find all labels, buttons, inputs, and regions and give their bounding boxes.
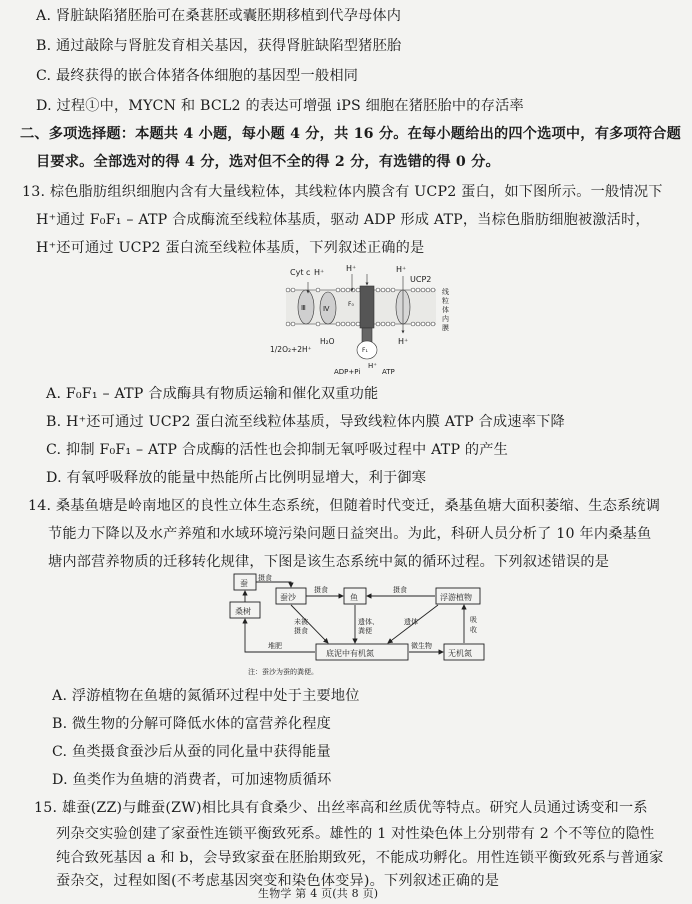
q12-option-c: C. 最终获得的嵌合体猪各体细胞的基因型一般相同 — [36, 68, 359, 84]
q14-stem-line3: 塘内部营养物质的迁移转化规律，下图是该生态系统中氮的循环过程。下列叙述错误的是 — [48, 554, 610, 570]
svg-text:体: 体 — [442, 306, 449, 314]
membrane-side-label — [442, 287, 449, 332]
svg-text:粒: 粒 — [442, 297, 449, 305]
q13-stem-line2: H⁺通过 F₀F₁ – ATP 合成酶流至线粒体基质，驱动 ADP 形成 ATP，当棕色脂肪细胞被激活时， — [36, 212, 650, 228]
label-yiti-1: 遗体、 — [358, 618, 379, 626]
h-label-3: H⁺ — [396, 265, 407, 274]
q12-option-a: A. 肾脏缺陷猪胚胎可在桑葚胚或囊胚期移植到代孕母体内 — [36, 8, 402, 24]
q14-option-a: A. 浮游植物在鱼塘的氮循环过程中处于主要地位 — [52, 688, 360, 704]
label-wujidan: 无机氮 — [448, 649, 472, 658]
q14-stem-line1: 14. 桑基鱼塘是岭南地区的良性立体生态系统，但随着时代变迁，桑基鱼塘大面积萎缩、生态系统调 — [28, 498, 661, 514]
f1-label: F₁ — [362, 347, 368, 354]
label-sheshi-2: 摄食 — [314, 586, 328, 594]
lipid-head — [381, 322, 385, 326]
label-duifei: 堆肥 — [268, 642, 282, 650]
label-cansha: 蚕沙 — [280, 593, 296, 602]
q15-stem-line4: 蚕杂交，过程如图(不考虑基因突变和染色体变异)。下列叙述正确的是 — [56, 873, 500, 889]
atp-label: ATP — [382, 368, 395, 376]
q13-option-c: C. 抑制 F₀F₁ – ATP 合成酶的活性也会抑制无氧呼吸过程中 ATP 的产生 — [46, 442, 509, 458]
ucp2-label: UCP2 — [410, 275, 432, 284]
cytc-label: Cyt c — [290, 268, 311, 277]
q13-option-b: B. H⁺还可通过 UCP2 蛋白流至线粒体基质，导致线粒体内膜 ATP 合成速率下降 — [46, 414, 565, 430]
f0-shape — [360, 286, 374, 328]
label-sheshi-3: 摄食 — [393, 586, 407, 594]
lipid-head — [416, 322, 420, 326]
q13-stem-line1: 13. 棕色脂肪组织细胞内含有大量线粒体，其线粒体内膜含有 UCP2 蛋白，如下图所示。一般情况下 — [22, 184, 663, 200]
label-yiti2: 遗体 — [404, 618, 418, 626]
f0-label: F₀ — [348, 301, 354, 308]
lipid-head — [356, 322, 360, 326]
q12-option-b: B. 通过敲除与肾脏发育相关基因，获得肾脏缺陷型猪胚胎 — [36, 38, 402, 54]
lipid-head — [421, 288, 425, 292]
q15-stem-line3: 纯合致死基因 a 和 b，会导致家蚕在胚胎期致死，不能成功孵化。用性连锁平衡致死系与普通家 — [56, 850, 664, 866]
label-weibei-1: 未被 — [294, 618, 308, 626]
section-heading-line1: 二、多项选择题：本题共 4 小题，每小题 4 分，共 16 分。在每小题给出的四个选项中，有多项符合题 — [20, 126, 682, 142]
q13-stem-line3: H⁺还可通过 UCP2 蛋白流至线粒体基质，下列叙述正确的是 — [36, 240, 425, 256]
lipid-head — [336, 322, 340, 326]
label-xishou-1: 吸 — [470, 616, 477, 624]
lipid-head — [431, 288, 435, 292]
label-can: 蚕 — [240, 579, 248, 588]
adp-label: ADP+Pi — [334, 368, 361, 376]
q14-option-b: B. 微生物的分解可降低水体的富营养化程度 — [52, 716, 332, 732]
lipid-head — [381, 288, 385, 292]
q12-option-d: D. 过程①中，MYCN 和 BCL2 的表达可增强 iPS 细胞在猪胚胎中的存活率 — [36, 98, 524, 114]
lipid-head — [416, 288, 420, 292]
lipid-head — [411, 322, 415, 326]
lipid-head — [341, 322, 345, 326]
lipid-head — [291, 288, 295, 292]
lipid-head — [356, 288, 360, 292]
label-sangshu: 桑树 — [235, 607, 251, 616]
label-xishou-2: 收 — [470, 626, 477, 634]
lipid-head — [286, 322, 290, 326]
lipid-head — [351, 288, 355, 292]
label-fuyou: 浮游植物 — [440, 593, 472, 602]
q15-stem-line1: 15. 雄蚕(ZZ)与雌蚕(ZW)相比具有食桑少、出丝率高和丝质优等特点。研究人员通过诱变和一系 — [34, 800, 648, 816]
lipid-head — [316, 288, 320, 292]
section-heading-line2: 目要求。全部选对的得 4 分，选对但不全的得 2 分，有选错的得 0 分。 — [36, 154, 500, 170]
lipid-head — [286, 288, 290, 292]
label-weishengwu: 微生物 — [411, 642, 432, 650]
lipid-head — [351, 322, 355, 326]
label-sheshi-1: 摄食 — [258, 574, 272, 582]
complex-iii-label: Ⅲ — [301, 304, 306, 312]
lipid-head — [346, 322, 350, 326]
h-label-1: H⁺ — [314, 268, 325, 277]
lipid-head — [426, 322, 430, 326]
lipid-head — [346, 288, 350, 292]
o2-label: 1/2O₂+2H⁺ — [270, 345, 312, 354]
q13-option-a: A. F₀F₁ – ATP 合成酶具有物质运输和催化双重功能 — [46, 386, 379, 402]
lipid-head — [431, 322, 435, 326]
q14-stem-line2: 节能力下降以及水产养殖和水域环境污染问题日益突出。为此，科研人员分析了 10 年内桑基鱼 — [48, 526, 652, 542]
svg-text:线: 线 — [442, 288, 449, 296]
lipid-head — [376, 288, 380, 292]
lipid-head — [391, 288, 395, 292]
lipid-head — [391, 322, 395, 326]
lipid-head — [336, 288, 340, 292]
page-footer: 生物学 第 4 页(共 8 页) — [258, 887, 379, 900]
lipid-head — [316, 322, 320, 326]
lipid-head — [386, 288, 390, 292]
h-label-2: H⁺ — [346, 264, 357, 273]
lipid-head — [341, 288, 345, 292]
q14-option-d: D. 鱼类作为鱼塘的消费者，可加速物质循环 — [52, 772, 332, 788]
figure-note: 注：蚕沙为蚕的粪便。 — [248, 668, 318, 676]
q15-stem-line2: 列杂交实验创建了家蚕性连锁平衡致死系。雄性的 1 对性染色体上分别带有 2 个不等位的隐性 — [56, 826, 655, 842]
label-dini: 底泥中有机氮 — [326, 649, 374, 658]
lipid-head — [411, 288, 415, 292]
lipid-head — [386, 322, 390, 326]
q13-membrane-figure — [268, 262, 454, 386]
h-label-4: H⁺ — [398, 337, 409, 346]
q14-option-c: C. 鱼类摄食蚕沙后从蚕的同化量中获得能量 — [52, 744, 331, 760]
label-yiti-2: 粪便 — [358, 627, 372, 635]
lipid-head — [291, 322, 295, 326]
q14-nitrogen-cycle-figure — [168, 572, 498, 680]
lipid-head — [376, 322, 380, 326]
label-yu: 鱼 — [350, 593, 358, 602]
lipid-head — [421, 322, 425, 326]
q13-option-d: D. 有氧呼吸释放的能量中热能所占比例明显增大，利于御寒 — [46, 470, 427, 486]
complex-iv-label: Ⅳ — [323, 305, 330, 313]
h-label-5: H⁺ — [368, 362, 377, 370]
label-weibei-2: 摄食 — [294, 627, 308, 635]
svg-text:膜: 膜 — [442, 324, 449, 332]
h2o-label: H₂O — [320, 337, 335, 346]
svg-text:内: 内 — [442, 315, 449, 323]
lipid-head — [426, 288, 430, 292]
